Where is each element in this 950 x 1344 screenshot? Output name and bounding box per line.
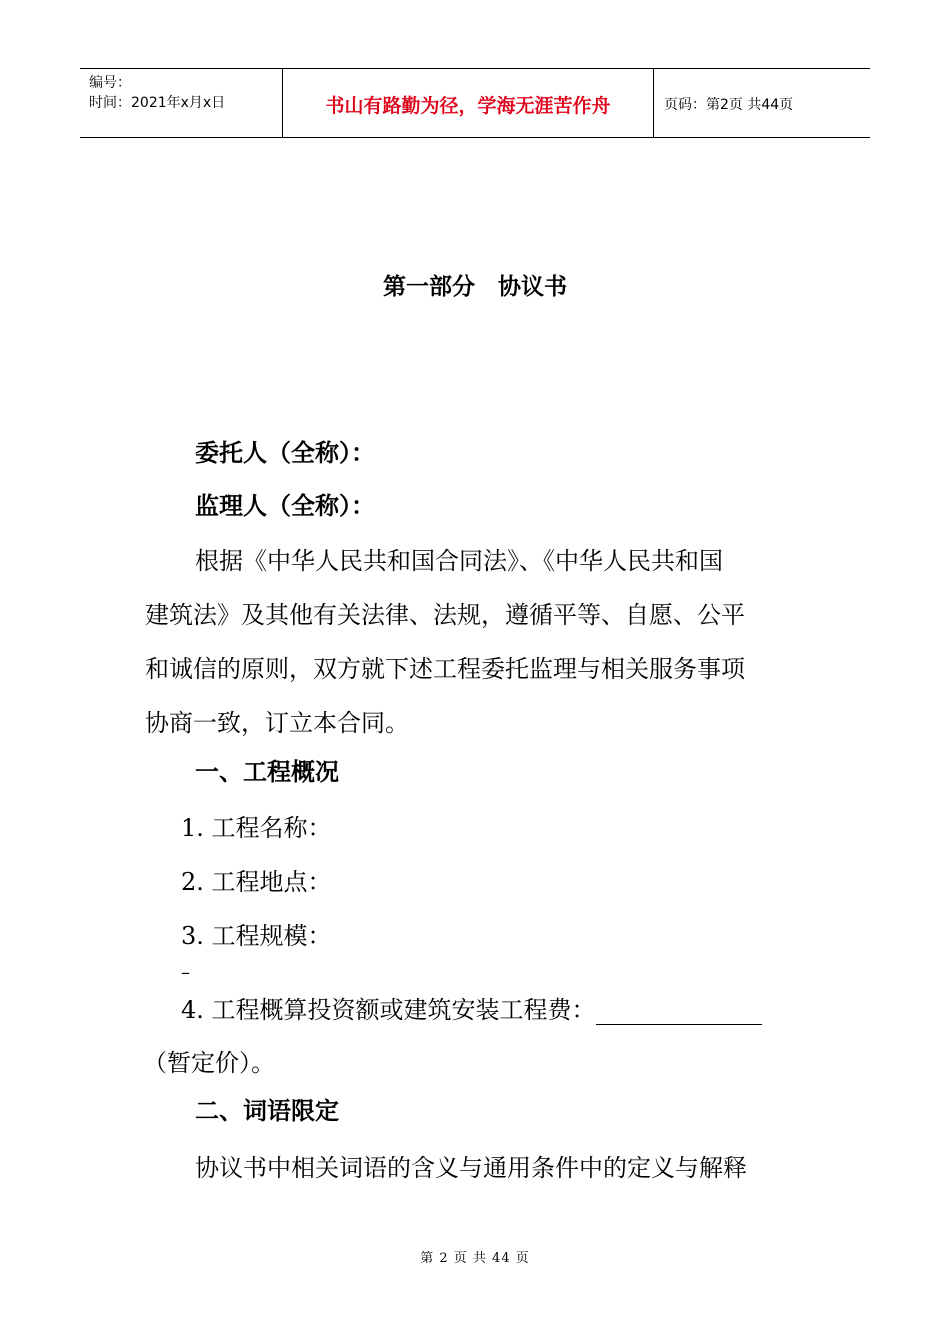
header-left-cell	[80, 69, 283, 137]
page-info: 页码：第2页 共44页	[664, 97, 794, 113]
project-scale-item: 3. 工程规模：	[181, 922, 332, 950]
section2-paragraph: 协议书中相关词语的含义与通用条件中的定义与解释	[195, 1154, 747, 1182]
time-label: 时间：2021年x月x日	[89, 95, 226, 111]
preamble-line-2: 建筑法》及其他有关法律、法规，遵循平等、自愿、公平	[145, 601, 745, 629]
header-center-cell	[283, 69, 654, 137]
provisional-price-note: （暂定价）。	[143, 1049, 275, 1077]
client-line: 委托人（全称）：	[195, 438, 375, 467]
project-name-item: 1. 工程名称：	[181, 814, 332, 842]
page-header	[80, 68, 870, 138]
investment-item	[181, 990, 762, 1025]
document-title: 第一部分 协议书	[383, 273, 567, 300]
header-right-cell	[654, 69, 870, 137]
stray-dash: –	[181, 962, 190, 983]
supervisor-line: 监理人（全称）：	[195, 491, 375, 520]
preamble-line-3: 和诚信的原则，双方就下述工程委托监理与相关服务事项	[145, 655, 745, 683]
preamble-line-1: 根据《中华人民共和国合同法》、《中华人民共和国	[195, 547, 723, 575]
section1-heading: 一、工程概况	[195, 757, 339, 786]
number-label: 编号：	[89, 75, 131, 91]
section2-heading: 二、词语限定	[195, 1096, 339, 1125]
preamble-line-4: 协商一致，订立本合同。	[145, 709, 409, 737]
investment-label: 4. 工程概算投资额或建筑安装工程费：	[181, 996, 596, 1024]
header-motto: 书山有路勤为径，学海无涯苦作舟	[325, 95, 611, 117]
project-location-item: 2. 工程地点：	[181, 868, 332, 896]
investment-blank-line	[596, 1000, 762, 1025]
page-footer: 第 2 页 共 44 页	[420, 1251, 530, 1266]
